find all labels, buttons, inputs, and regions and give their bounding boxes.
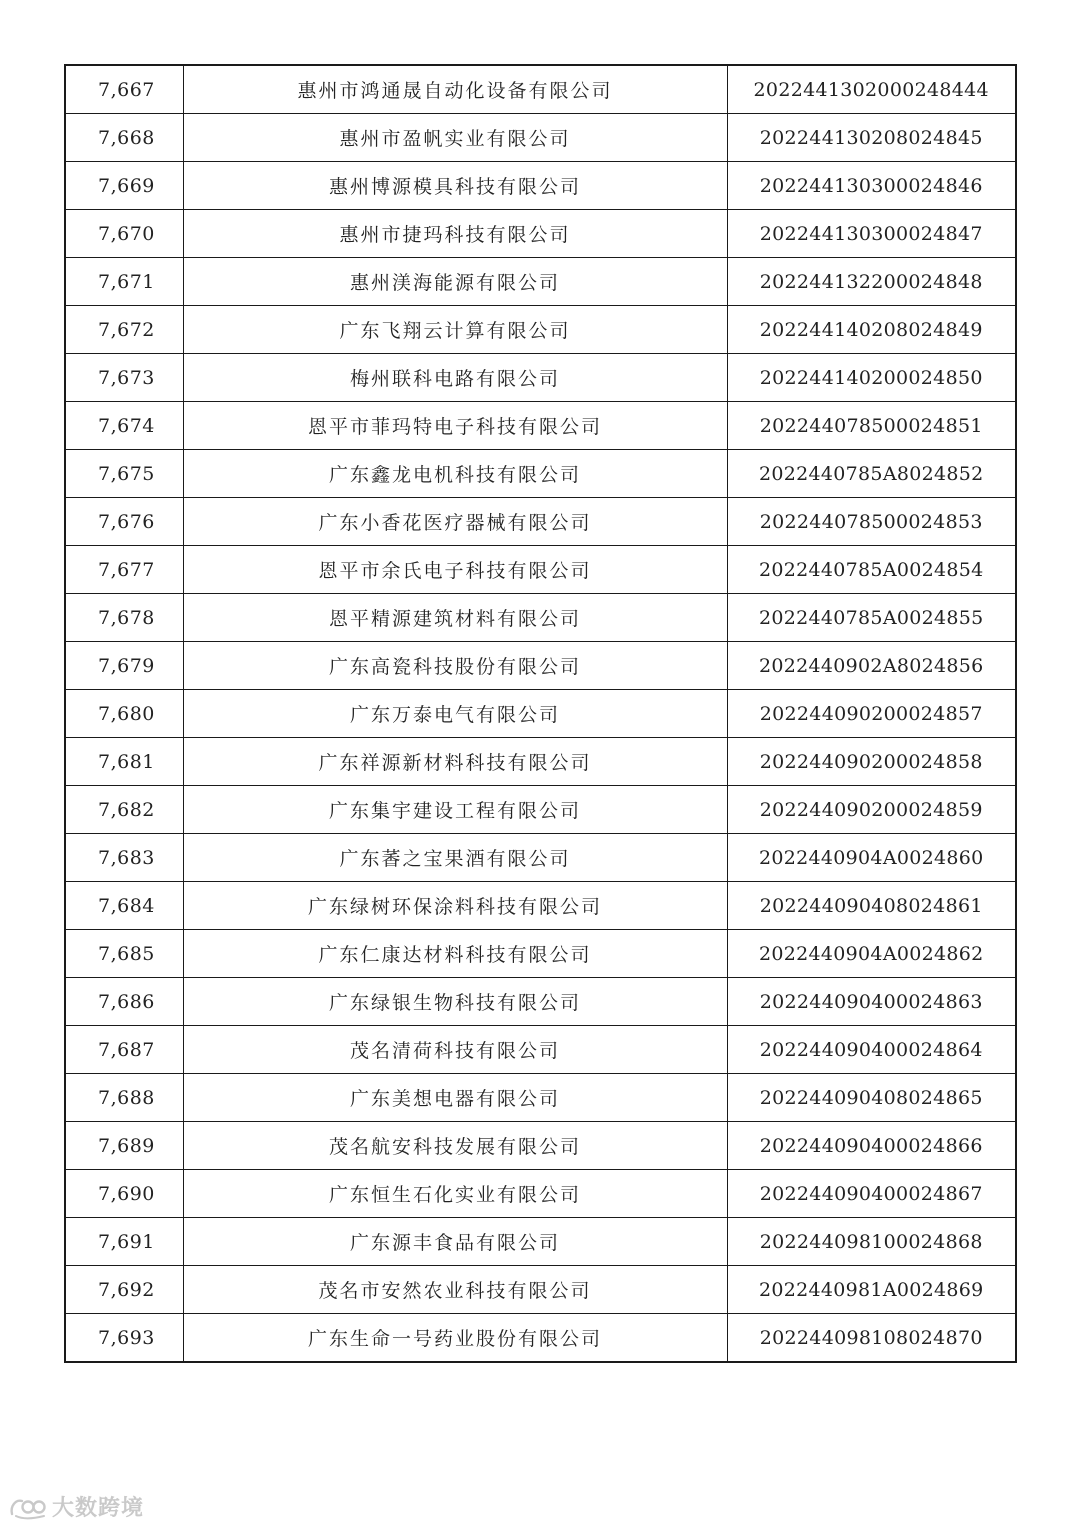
row-registration-code: 202244090200024857: [727, 690, 1016, 738]
table-body: [65, 65, 1016, 1362]
row-seq-number: 7,671: [65, 258, 183, 306]
table-row: [65, 354, 1016, 402]
row-company-name: 恩平市菲玛特电子科技有限公司: [183, 402, 727, 450]
row-seq-number: 7,670: [65, 210, 183, 258]
row-company-name: 茂名清荷科技有限公司: [183, 1026, 727, 1074]
row-registration-code: 2022440902A8024856: [727, 642, 1016, 690]
row-registration-code: 2022440981A0024869: [727, 1266, 1016, 1314]
row-registration-code: 202244090408024861: [727, 882, 1016, 930]
row-seq-number: 7,681: [65, 738, 183, 786]
table-row: [65, 930, 1016, 978]
row-registration-code: 202244090408024865: [727, 1074, 1016, 1122]
table-row: [65, 1074, 1016, 1122]
table-row: [65, 402, 1016, 450]
row-company-name: 广东集宇建设工程有限公司: [183, 786, 727, 834]
row-company-name: 广东绿树环保涂料科技有限公司: [183, 882, 727, 930]
row-registration-code: 202244090200024858: [727, 738, 1016, 786]
row-seq-number: 7,687: [65, 1026, 183, 1074]
row-seq-number: 7,672: [65, 306, 183, 354]
row-seq-number: 7,689: [65, 1122, 183, 1170]
row-registration-code: 202244090400024864: [727, 1026, 1016, 1074]
table-row: [65, 162, 1016, 210]
row-registration-code: 2022441302000248444: [727, 65, 1016, 114]
row-seq-number: 7,676: [65, 498, 183, 546]
table-row: [65, 306, 1016, 354]
table-row: [65, 546, 1016, 594]
row-company-name: 广东仁康达材料科技有限公司: [183, 930, 727, 978]
table-row: [65, 114, 1016, 162]
row-company-name: 广东小香花医疗器械有限公司: [183, 498, 727, 546]
row-registration-code: 2022440785A0024854: [727, 546, 1016, 594]
table-row: [65, 594, 1016, 642]
row-registration-code: 202244140200024850: [727, 354, 1016, 402]
row-company-name: 广东飞翔云计算有限公司: [183, 306, 727, 354]
table-row: [65, 1266, 1016, 1314]
row-registration-code: 202244130300024846: [727, 162, 1016, 210]
table-row: [65, 65, 1016, 114]
row-company-name: 梅州联科电路有限公司: [183, 354, 727, 402]
row-seq-number: 7,684: [65, 882, 183, 930]
row-seq-number: 7,680: [65, 690, 183, 738]
row-seq-number: 7,693: [65, 1314, 183, 1363]
table-row: [65, 834, 1016, 882]
row-registration-code: 2022440785A0024855: [727, 594, 1016, 642]
row-seq-number: 7,688: [65, 1074, 183, 1122]
row-company-name: 广东生命一号药业股份有限公司: [183, 1314, 727, 1363]
row-registration-code: 202244130208024845: [727, 114, 1016, 162]
row-company-name: 惠州博源模具科技有限公司: [183, 162, 727, 210]
row-seq-number: 7,675: [65, 450, 183, 498]
row-registration-code: 2022440904A0024862: [727, 930, 1016, 978]
row-registration-code: 202244132200024848: [727, 258, 1016, 306]
row-registration-code: 202244098108024870: [727, 1314, 1016, 1363]
table-row: [65, 450, 1016, 498]
row-seq-number: 7,685: [65, 930, 183, 978]
row-company-name: 广东绿银生物科技有限公司: [183, 978, 727, 1026]
brand-logo-icon: [8, 1494, 48, 1520]
row-company-name: 广东祥源新材料科技有限公司: [183, 738, 727, 786]
table-row: [65, 738, 1016, 786]
row-registration-code: 202244098100024868: [727, 1218, 1016, 1266]
row-seq-number: 7,668: [65, 114, 183, 162]
watermark-text: 大数跨境: [52, 1496, 145, 1521]
row-company-name: 广东萫之宝果酒有限公司: [183, 834, 727, 882]
row-registration-code: 202244090400024863: [727, 978, 1016, 1026]
row-seq-number: 7,691: [65, 1218, 183, 1266]
row-company-name: 广东高瓷科技股份有限公司: [183, 642, 727, 690]
row-seq-number: 7,686: [65, 978, 183, 1026]
row-registration-code: 202244130300024847: [727, 210, 1016, 258]
row-registration-code: 202244140208024849: [727, 306, 1016, 354]
watermark: [8, 1491, 144, 1522]
table-row: [65, 978, 1016, 1026]
table-row: [65, 258, 1016, 306]
row-seq-number: 7,677: [65, 546, 183, 594]
row-seq-number: 7,678: [65, 594, 183, 642]
row-company-name: 恩平市余氏电子科技有限公司: [183, 546, 727, 594]
table-row: [65, 1218, 1016, 1266]
row-seq-number: 7,679: [65, 642, 183, 690]
registry-table: [64, 64, 1017, 1363]
row-registration-code: 2022440904A0024860: [727, 834, 1016, 882]
row-seq-number: 7,674: [65, 402, 183, 450]
table-row: [65, 882, 1016, 930]
table-row: [65, 642, 1016, 690]
table-row: [65, 210, 1016, 258]
row-seq-number: 7,667: [65, 65, 183, 114]
row-registration-code: 202244078500024853: [727, 498, 1016, 546]
row-seq-number: 7,692: [65, 1266, 183, 1314]
row-company-name: 广东美想电器有限公司: [183, 1074, 727, 1122]
row-company-name: 广东鑫龙电机科技有限公司: [183, 450, 727, 498]
row-company-name: 惠州市鸿通晟自动化设备有限公司: [183, 65, 727, 114]
row-seq-number: 7,682: [65, 786, 183, 834]
row-registration-code: 202244078500024851: [727, 402, 1016, 450]
row-registration-code: 202244090200024859: [727, 786, 1016, 834]
table-row: [65, 1026, 1016, 1074]
row-company-name: 茂名市安然农业科技有限公司: [183, 1266, 727, 1314]
table-row: [65, 1122, 1016, 1170]
row-company-name: 茂名航安科技发展有限公司: [183, 1122, 727, 1170]
row-registration-code: 202244090400024867: [727, 1170, 1016, 1218]
table-row: [65, 498, 1016, 546]
row-registration-code: 202244090400024866: [727, 1122, 1016, 1170]
row-company-name: 惠州渼海能源有限公司: [183, 258, 727, 306]
row-seq-number: 7,673: [65, 354, 183, 402]
row-seq-number: 7,690: [65, 1170, 183, 1218]
table-row: [65, 1170, 1016, 1218]
row-company-name: 广东恒生石化实业有限公司: [183, 1170, 727, 1218]
row-seq-number: 7,669: [65, 162, 183, 210]
table-row: [65, 786, 1016, 834]
row-company-name: 惠州市捷玛科技有限公司: [183, 210, 727, 258]
row-registration-code: 2022440785A8024852: [727, 450, 1016, 498]
row-company-name: 恩平精源建筑材料有限公司: [183, 594, 727, 642]
row-company-name: 广东源丰食品有限公司: [183, 1218, 727, 1266]
row-company-name: 惠州市盈帆实业有限公司: [183, 114, 727, 162]
table-row: [65, 1314, 1016, 1363]
row-seq-number: 7,683: [65, 834, 183, 882]
row-company-name: 广东万泰电气有限公司: [183, 690, 727, 738]
table-row: [65, 690, 1016, 738]
